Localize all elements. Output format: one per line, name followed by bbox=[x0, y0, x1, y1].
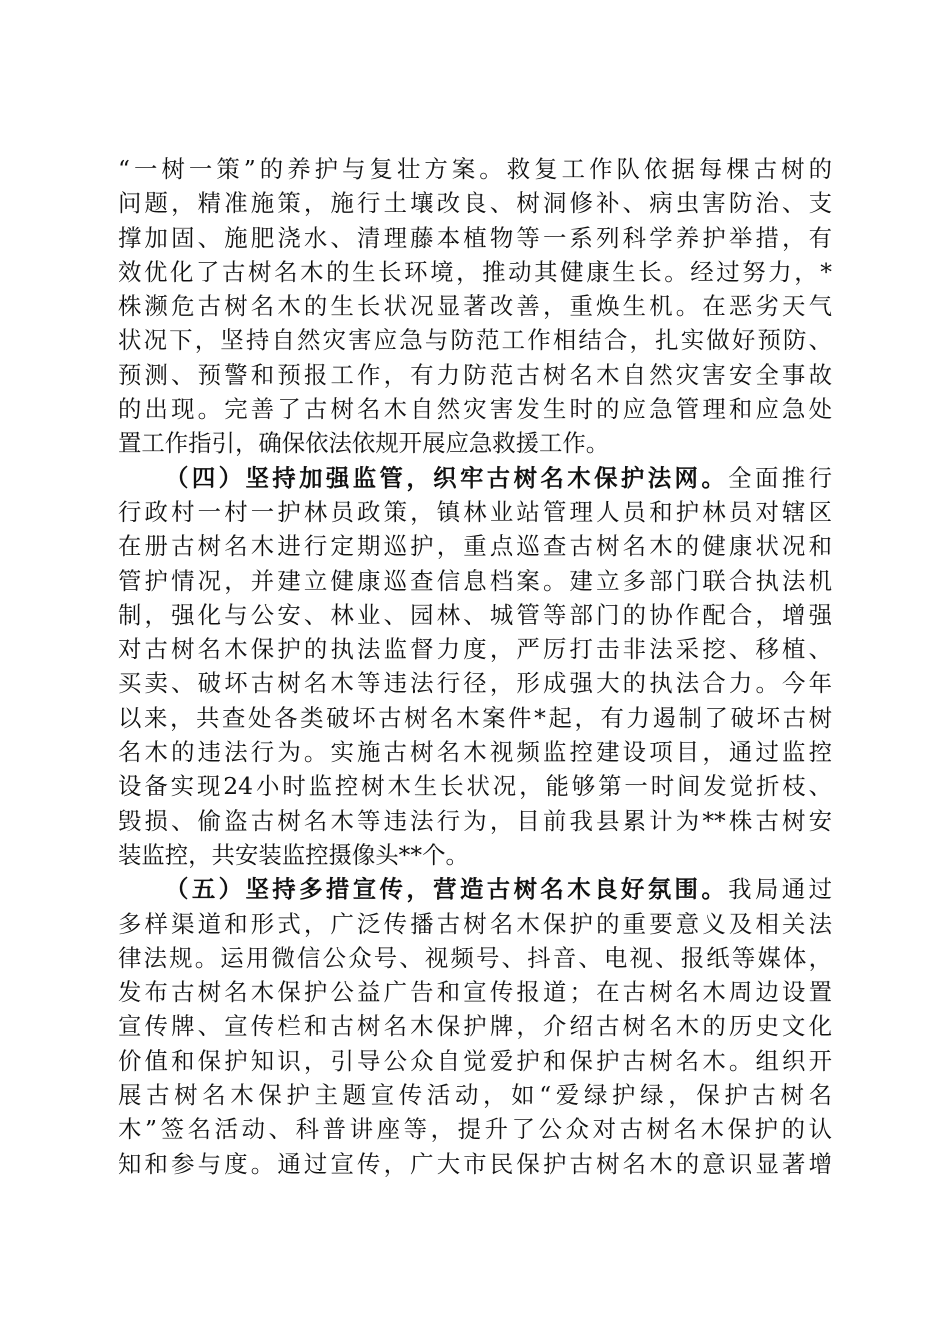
text-line: 撑加固、施肥浇水、清理藤本植物等一系列科学养护举措，有 bbox=[118, 223, 832, 252]
text-line: 行政村一村一护林员政策，镇林业站管理人员和护林员对辖区 bbox=[118, 497, 832, 526]
text-line: 状况下，坚持自然灾害应急与防范工作相结合，扎实做好预防、 bbox=[118, 326, 832, 355]
text-line: 多样渠道和形式，广泛传播古树名木保护的重要意义及相关法 bbox=[118, 909, 832, 938]
text-line: 宣传牌、宣传栏和古树名木保护牌，介绍古树名木的历史文化 bbox=[118, 1012, 832, 1041]
text-line: 置工作指引，确保依法依规开展应急救援工作。 bbox=[118, 429, 610, 458]
heading-rest-text: 全面推行 bbox=[728, 463, 832, 492]
paragraph-first-line bbox=[118, 461, 832, 495]
text-line: 预测、预警和预报工作，有力防范古树名木自然灾害安全事故 bbox=[118, 360, 832, 389]
text-line: 律法规。运用微信公众号、视频号、抖音、电视、报纸等媒体， bbox=[118, 943, 832, 972]
text-line: 展古树名木保护主题宣传活动，如“爱绿护绿，保护古树名 bbox=[118, 1081, 832, 1110]
text-line: 的出现。完善了古树名木自然灾害发生时的应急管理和应急处 bbox=[118, 395, 832, 424]
text-line: “一树一策”的养护与复壮方案。救复工作队依据每棵古树的 bbox=[118, 155, 832, 183]
section-heading: （四）坚持加强监管，织牢古树名木保护法网。 bbox=[165, 463, 729, 492]
paragraph-publicity bbox=[118, 872, 832, 1181]
text-line: 发布古树名木保护公益广告和宣传报道；在古树名木周边设置 bbox=[118, 978, 832, 1007]
paragraph-emergency-care bbox=[118, 152, 832, 461]
text-line: 株濒危古树名木的生长状况显著改善，重焕生机。在恶劣天气 bbox=[118, 292, 832, 321]
text-line: 知和参与度。通过宣传，广大市民保护古树名木的意识显著增 bbox=[118, 1149, 832, 1178]
text-line: 设备实现24小时监控树木生长状况，能够第一时间发觉折枝、 bbox=[118, 772, 832, 801]
text-line: 问题，精准施策，施行土壤改良、树洞修补、病虫害防治、支 bbox=[118, 189, 832, 218]
text-line: 在册古树名木进行定期巡护，重点巡查古树名木的健康状况和 bbox=[118, 532, 832, 561]
text-line: 对古树名木保护的执法监督力度，严厉打击非法采挖、移植、 bbox=[118, 635, 832, 664]
text-line: 以来，共查处各类破坏古树名木案件*起，有力遏制了破坏古树 bbox=[118, 703, 832, 732]
text-line: 管护情况，并建立健康巡查信息档案。建立多部门联合执法机 bbox=[118, 566, 832, 595]
heading-rest-text: 我局通过 bbox=[728, 875, 832, 904]
document-page bbox=[118, 152, 832, 1181]
text-line: 名木的违法行为。实施古树名木视频监控建设项目，通过监控 bbox=[118, 738, 832, 767]
text-line: 价值和保护知识，引导公众自觉爱护和保护古树名木。组织开 bbox=[118, 1046, 832, 1075]
section-heading: （五）坚持多措宣传，营造古树名木良好氛围。 bbox=[165, 875, 729, 904]
paragraph-supervision bbox=[118, 461, 832, 873]
text-line: 毁损、偷盗古树名木等违法行为，目前我县累计为**株古树安 bbox=[118, 806, 832, 835]
text-line: 效优化了古树名木的生长环境，推动其健康生长。经过努力，* bbox=[118, 257, 832, 286]
text-line: 木”签名活动、科普讲座等，提升了公众对古树名木保护的认 bbox=[118, 1115, 832, 1144]
text-line: 买卖、破坏古树名木等违法行径，形成强大的执法合力。今年 bbox=[118, 669, 832, 698]
text-line: 装监控，共安装监控摄像头**个。 bbox=[118, 840, 469, 869]
text-line: 制，强化与公安、林业、园林、城管等部门的协作配合，增强 bbox=[118, 600, 832, 629]
paragraph-first-line bbox=[118, 872, 832, 906]
